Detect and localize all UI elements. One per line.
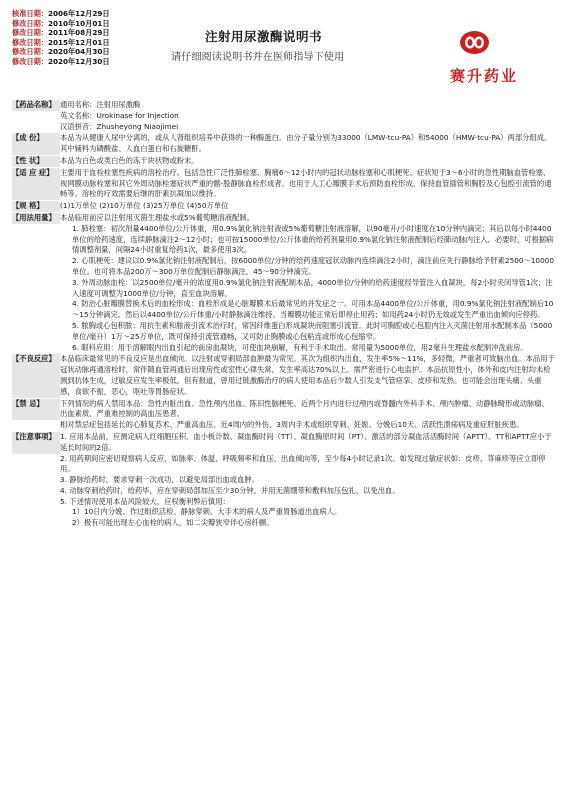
section-properties: 【性 状】 本品为白色或类白色的冻干块状物或粉末。: [12, 155, 199, 165]
date-list: [12, 9, 110, 67]
date-row: 修改日期：2015年12月01日: [12, 37, 110, 47]
caution-item: 3. 静脉给药时，要求穿刺一次成功，以避免局部出血或血肿。: [60, 475, 259, 485]
section-contraindications: 【禁 忌】 下列情况的病人禁用本品：急性内脏出血、急性颅内出血、陈旧性脑梗死、近两个月内进行过颅内或脊髓内外科手术、颅内肿瘤、动静脉畸形或动脉瘤、出血素质、严重难控制的高血压患者。 相对禁忌症包括延长的心肺复苏术、严重高血压、近4周内的外伤、3周内手术或组织穿刺、妊娠、分娩后10天、活跃性溃疡病及重症肝脏疾患。: [12, 398, 549, 430]
section-precautions: 【注意事项】 1. 应用本品前，应测定病人红细胞压积、血小板计数、凝血酶时间（TT）、凝血酶原时间（PT）、激活的部分凝血活活酶时间（APTT）。TT和APTT应小于延长时间的2倍。 2. 用药期间应密切观察病人反应，如脉率、体温、呼吸频率和血压、出血倾向等，至少每4小时记录1次。如发现过敏症状如：皮疹、荨麻疹等应立即停用。 3. 静脉给药时，要求穿刺一次成功，以避免局部出血或血肿。 4. 动脉穿刺给药时，给药毕，应在穿刺局部加压至少30分钟，并用无菌绷带和敷料加压包扎，以免出血。 5. 下述情况使用本品风险较大，应权衡利弊后慎用： 1）10日内分娩、作过组织活检、静脉穿刺、大手术的病人及严重胃肠道出血病人。 2）极有可能出现左心血栓的病人，如二尖瓣狭窄伴心房纤颤。: [12, 432, 556, 529]
section-composition: 【成 份】 本品为从健康人尿中分离的，或从人肾组织培养中获得的一种酶蛋白。由分子量分别为33000（LMW-tcu-PA）和54000（HMW-tcu-PA）两部分组成。其中辅料为磷酸盐、人血白蛋白和右旋糖酐。: [12, 133, 552, 154]
usage-item: 4. 防治心脏瓣膜替换术后的血栓形成：血栓形成是心脏瓣膜术后最常见的并发症之一。可用本品4400单位/公斤体重，用0.9%氯化钠注射液配制后10～15分钟滴完。然后以4400单位/公斤体重/小时静脉滴注维持。当瓣膜功能正常后即停止用药；如用药24小时仍无效或发生严重出血倾向应停药。: [72, 299, 554, 320]
caution-item: 4. 动脉穿刺给药时，给药毕，应在穿刺局部加压至少30分钟，并用无菌绷带和敷料加压包扎，以免出血。: [60, 485, 400, 495]
caution-subitem: 1）10日内分娩、作过组织活检、静脉穿刺、大手术的病人及严重胃肠道出血病人。: [72, 507, 342, 517]
date-row: 修改日期：2020年12月30日: [12, 56, 110, 66]
usage-item: 5. 脓胸或心包积脓：用抗生素和脓液引流术治疗时，常因纤维蛋白形成凝块而阻塞引流管。此时可胸腔或心包腔内注入灭菌注射用水配制本品（5000单位/毫升）1万～25万单位，既可保持引流管通畅，又可防止胸膜或心包粘连或形成心包缩窄。: [72, 320, 553, 341]
date-row: 修改日期：2010年10月01日: [12, 18, 110, 28]
section-drug-name: 【药品名称】 通用名称：注射用尿激酶 英文名称：Urokinase for Injection 汉语拼音：Zhusheyong Niaojimei: [12, 100, 179, 131]
company-logo-icon: [459, 30, 490, 55]
section-indications: 【适 应 症】 主要用于血栓栓塞性疾病的溶栓治疗。包括急性广泛性肺栓塞、胸痛6～12小时内的冠状动脉栓塞和心肌梗死、症状短于3～6小时的急性期脑血管栓塞、视网膜动脉栓塞和其它外周动脉栓塞症状严重的髂-股静脉血栓形成者。也用于人工心瓣膜手术后预防血栓形成、保持血管插管和胸腔及心包腔引流管的通畅等。溶栓的疗效需要后继的肝素抗凝加以维持。: [12, 167, 552, 199]
section-adverse-reactions: 【不良反应】 本品临床最常见的不良反应是出血倾向。以注射或穿刺局部血肿最为常见。其次为组织内出血，发生率5%～11%，多轻微，严重者可致脑出血。本品用于冠状动脉再通溶栓时，常伴随血管再通后出现房性或室性心律失常，发生率高达70%以上。需严密进行心电监护。本品抗原性小，体外和皮内注射均未检测到抗体生成，过敏反应发生率极低。但有报道，曾用过链激酶治疗的病人使用本品后少数人引发支气管痉挛、皮疹和发热。也可能会出现头痛、头重感，食欲不振，恶心，呕吐等胃肠症状。: [12, 354, 555, 396]
date-row: 修改日期：2020年04月30日: [12, 47, 110, 57]
brand-name: 赛升药业: [450, 67, 519, 85]
section-usage: 【用法用量】 本品临用前应以注射用灭菌生理盐水或5%葡萄糖溶液配制。 1. 肺栓塞：初次剂量4400单位/公斤体重，用0.9%氯化钠注射液或5%葡萄糖注射液溶解，以90毫升/小时速度在10分钟内滴完；其后以每小时4400单位的给药速度，连续静脉滴注2～12小时；也可按15000单位/公斤体重的给药剂量用0.9%氯化钠注射液配制后经肺动脉内注入。必要时，可根据病情调整剂量，间隔24小时重复给药1次，最多使用3次。 2. 心肌梗死：建议以0.9%氯化钠注射液配制后，按6000单位/分钟的给药速度冠状动脉内连续滴注2小时，滴注前应先行静脉给予肝素2500～10000单位。也可将本品200万～300万单位配制后静脉滴注，45～90分钟滴完。 3. 外周动脉血栓：以2500单位/毫升的浓度用0.9%氯化钠注射液配制本品，4000单位/分钟的给药速度经导管注入血凝块，每2小时夹闭导管1次；注入速度可调整为1000单位/分钟，直至血块溶解。 4. 防治心脏瓣膜替换术后的血栓形成：血栓形成是心脏瓣膜术后最常见的并发症之一。可用本品4400单位/公斤体重，用0.9%氯化钠注射液配制后10～15分钟滴完。然后以4400单位/公斤体重/小时静脉滴注维持。当瓣膜功能正常后即停止用药；如用药24小时仍无效或发生严重出血倾向应停药。 5. 脓胸或心包积脓：用抗生素和脓液引流术治疗时，常因纤维蛋白形成凝块而阻塞引流管。此时可胸腔或心包腔内注入灭菌注射用水配制本品（5000单位/毫升）1万～25万单位，既可保持引流管通畅，又可防止胸膜或心包粘连或形成心包缩窄。 6. 眼科应用：用于溶解眼内出血引起的前房血凝块，可使血块崩解，有利于手术取出。常用量为5000单位，用2毫升生理盐水配制冲洗前房。: [12, 212, 555, 352]
section-specifications: 【规 格】 (1)1万单位 (2)10万单位 (3)25万单位 (4)50万单位: [12, 201, 229, 211]
usage-item: 3. 外周动脉血栓：以2500单位/毫升的浓度用0.9%氯化钠注射液配制本品，4000单位/分钟的给药速度经导管注入血凝块，每2小时夹闭导管1次；注入速度可调整为1000单位/分钟，直至血块溶解。: [72, 277, 553, 298]
caution-item: 5. 下述情况使用本品风险较大，应权衡利弊后慎用：: [60, 496, 230, 506]
usage-item: 6. 眼科应用：用于溶解眼内出血引起的前房血凝块，可使血块崩解，有利于手术取出。常用量为5000单位，用2毫升生理盐水配制冲洗前房。: [72, 342, 528, 352]
date-row: 修改日期：2011年08月29日: [12, 28, 110, 38]
caution-item: 2. 用药期间应密切观察病人反应，如脉率、体温、呼吸频率和血压、出血倾向等，至少每4小时记录1次。如发现过敏症状如：皮疹、荨麻疹等应立即停用。: [60, 453, 546, 474]
page-subtitle: 请仔细阅读说明书并在医师指导下使用: [171, 52, 345, 63]
date-row: 核准日期：2006年12月29日: [12, 9, 110, 18]
leaflet-body: [12, 100, 556, 530]
caution-subitem: 2）极有可能出现左心血栓的病人，如二尖瓣狭窄伴心房纤颤。: [72, 518, 274, 528]
usage-item: 1. 肺栓塞：初次剂量4400单位/公斤体重，用0.9%氯化钠注射液或5%葡萄糖注射液溶解，以90毫升/小时速度在10分钟内滴完；其后以每小时4400单位的给药速度，连续静脉滴注2～12小时；也可按15000单位/公斤体重的给药剂量用0.9%氯化钠注射液配制后经肺动脉内注入。必要时，可根据病情调整剂量，间隔24小时重复给药1次，最多使用3次。: [72, 223, 554, 255]
page-title: 注射用尿激酶说明书: [205, 29, 323, 44]
usage-item: 2. 心肌梗死：建议以0.9%氯化钠注射液配制后，按6000单位/分钟的给药速度冠状动脉内连续滴注2小时，滴注前应先行静脉给予肝素2500～10000单位。也可将本品200万～300万单位配制后静脉滴注，45～90分钟滴完。: [72, 256, 555, 276]
